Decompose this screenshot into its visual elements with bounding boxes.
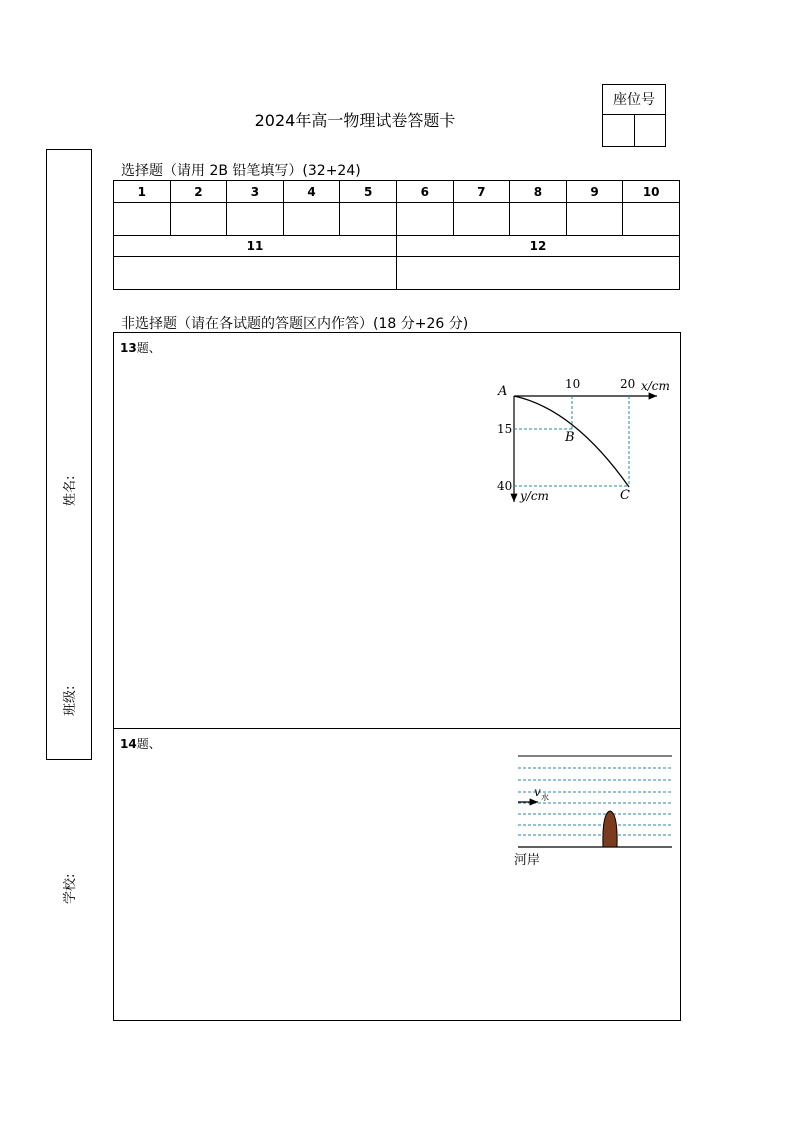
velocity-subscript: 水 xyxy=(541,793,549,802)
answer-cell[interactable] xyxy=(227,203,284,236)
y-tick-label: 15 xyxy=(497,422,513,436)
choice-answer-table xyxy=(113,180,680,290)
question-number-cell: 5 xyxy=(340,181,397,203)
question-number-cell: 10 xyxy=(623,181,680,203)
x-tick-label: 20 xyxy=(620,377,636,391)
question-number-cell: 6 xyxy=(396,181,453,203)
x-axis-label: x/cm xyxy=(641,379,670,393)
class-label: 班级: xyxy=(63,685,78,716)
seat-number-box xyxy=(602,84,666,147)
q14-answer-area[interactable] xyxy=(113,728,681,1021)
answer-cell[interactable] xyxy=(170,203,227,236)
nonchoice-section-title: 非选择题（请在各试题的答题区内作答）(18 分+26 分) xyxy=(121,316,469,332)
question-number-cell: 2 xyxy=(170,181,227,203)
point-c-label: C xyxy=(620,488,630,503)
answer-cell[interactable] xyxy=(453,203,510,236)
choice-section-title: 选择题（请用 2B 铅笔填写）(32+24) xyxy=(121,163,361,179)
answer-cell[interactable] xyxy=(566,203,623,236)
answer-cell[interactable] xyxy=(396,257,679,290)
question-number-cell: 4 xyxy=(283,181,340,203)
q13-answer-area[interactable] xyxy=(113,332,681,729)
question-number-cell: 8 xyxy=(510,181,567,203)
seat-number-label: 座位号 xyxy=(603,85,665,115)
y-tick-label: 40 xyxy=(497,479,513,493)
question-number-cell: 12 xyxy=(396,236,679,257)
velocity-symbol: v xyxy=(534,785,541,799)
answer-cell[interactable] xyxy=(623,203,680,236)
boat-icon xyxy=(603,811,617,847)
question-number-cell: 7 xyxy=(453,181,510,203)
question-number-cell: 11 xyxy=(114,236,397,257)
q13-label: 13题、 xyxy=(120,341,161,355)
answer-cell[interactable] xyxy=(114,257,397,290)
answer-cell[interactable] xyxy=(510,203,567,236)
q14-label: 14题、 xyxy=(120,737,161,751)
question-number-cell: 1 xyxy=(114,181,171,203)
answer-cell[interactable] xyxy=(340,203,397,236)
seat-digit-cell[interactable] xyxy=(634,115,666,146)
name-label: 姓名: xyxy=(63,475,78,506)
x-tick-label: 10 xyxy=(565,377,581,391)
school-label: 学校: xyxy=(63,873,78,904)
point-a-label: A xyxy=(498,384,508,399)
q14-river-figure xyxy=(512,751,678,871)
point-b-label: B xyxy=(565,430,575,445)
question-number-cell: 9 xyxy=(566,181,623,203)
student-info-sidebar xyxy=(46,149,92,904)
answer-cell[interactable] xyxy=(396,203,453,236)
y-axis-label: y/cm xyxy=(520,489,549,503)
answer-cell[interactable] xyxy=(283,203,340,236)
question-number-cell: 3 xyxy=(227,181,284,203)
river-bank-label: 河岸 xyxy=(514,853,541,868)
page-title: 2024年高一物理试卷答题卡 xyxy=(254,111,456,130)
q13-trajectory-figure xyxy=(484,369,684,509)
answer-cell[interactable] xyxy=(114,203,171,236)
seat-digit-cell[interactable] xyxy=(603,115,634,146)
